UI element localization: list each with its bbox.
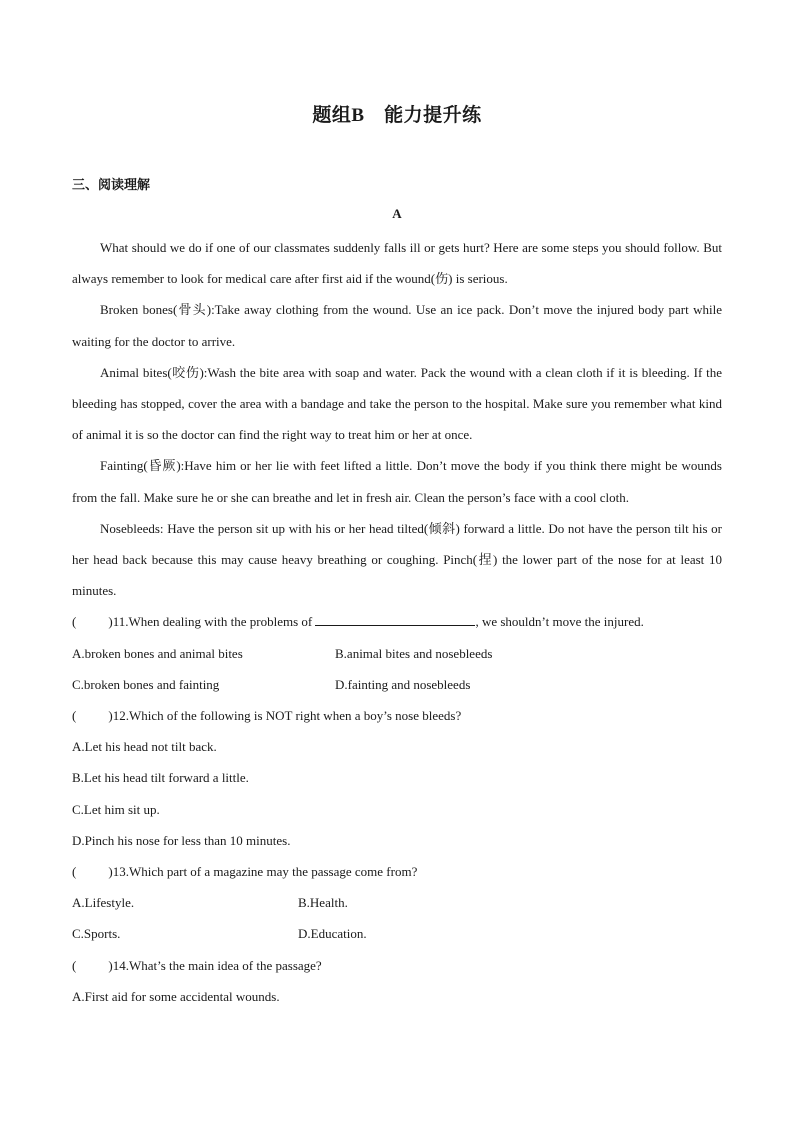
question-11-options-row-2 bbox=[72, 669, 722, 700]
answer-paren-open: ( bbox=[72, 614, 77, 630]
option-12-d[interactable]: D.Pinch his nose for less than 10 minutes. bbox=[72, 832, 291, 848]
option-11-c[interactable]: C.broken bones and fainting bbox=[72, 676, 220, 692]
question-14 bbox=[72, 950, 722, 981]
paragraph-intro: What should we do if one of our classmates suddenly falls ill or gets hurt? Here are some steps you should follow. But always remember to look for medical care after first aid if the wound(伤) is serious. bbox=[72, 240, 722, 287]
passage-body bbox=[72, 232, 722, 1012]
question-11 bbox=[72, 606, 722, 637]
option-11-a[interactable]: A.broken bones and animal bites bbox=[72, 645, 243, 661]
question-13-options-row-1 bbox=[72, 887, 722, 918]
answer-paren-close: ) bbox=[108, 864, 113, 880]
question-13 bbox=[72, 856, 722, 887]
paragraph-fainting: Fainting(昏厥):Have him or her lie with feet lifted a little. Don’t move the body if you think there might be wounds from the fall. Make sure he or she can breathe and let in fresh air. Clean the person’s face with a cool cloth. bbox=[72, 458, 722, 505]
option-11-b[interactable]: B.animal bites and nosebleeds bbox=[335, 645, 493, 661]
paragraph-animal-bites: Animal bites(咬伤):Wash the bite area with soap and water. Pack the wound with a clean cloth if it is bleeding. If the bleeding has stopped, cover the area with a bandage and take the person to the hospital. Make sure you remember what kind of animal it is so the doctor can find the right way to treat him or her at once. bbox=[72, 364, 722, 443]
option-13-b[interactable]: B.Health. bbox=[298, 895, 348, 911]
answer-paren-open: ( bbox=[72, 708, 77, 724]
option-14-a[interactable]: A.First aid for some accidental wounds. bbox=[72, 988, 280, 1004]
passage-label: A bbox=[392, 206, 402, 221]
question-11-stem-end: , we shouldn’t move the injured. bbox=[475, 614, 644, 630]
answer-paren-open: ( bbox=[72, 957, 77, 973]
paragraph-broken-bones: Broken bones(骨头):Take away clothing from the wound. Use an ice pack. Don’t move the injured body part while waiting for the doctor to arrive. bbox=[72, 302, 722, 349]
answer-paren-open: ( bbox=[72, 864, 77, 880]
option-13-d[interactable]: D.Education. bbox=[298, 926, 367, 942]
question-12 bbox=[72, 700, 722, 731]
question-11-options-row-1 bbox=[72, 638, 722, 669]
option-13-a[interactable]: A.Lifestyle. bbox=[72, 895, 135, 911]
question-11-stem-start: 11.When dealing with the problems of bbox=[112, 614, 316, 630]
question-13-stem: 13.Which part of a magazine may the passage come from? bbox=[112, 864, 418, 880]
answer-paren-close: ) bbox=[108, 708, 113, 724]
question-12-stem: 12.Which of the following is NOT right when a boy’s nose bleeds? bbox=[112, 708, 462, 724]
question-13-options-row-2 bbox=[72, 918, 722, 949]
option-12-a[interactable]: A.Let his head not tilt back. bbox=[72, 739, 217, 755]
question-14-stem: 14.What’s the main idea of the passage? bbox=[112, 957, 322, 973]
answer-paren-close: ) bbox=[108, 957, 113, 973]
option-13-c[interactable]: C.Sports. bbox=[72, 926, 121, 942]
option-12-b[interactable]: B.Let his head tilt forward a little. bbox=[72, 770, 249, 786]
paragraph-nosebleeds: Nosebleeds: Have the person sit up with his or her head tilted(倾斜) forward a little. Do not have the person tilt his or her head back because this may cause heavy breathing or coughing. Pinch(捏) the lower part of the nose for at least 10 minutes. bbox=[72, 520, 722, 599]
section-heading: 三、阅读理解 bbox=[72, 177, 151, 192]
option-11-d[interactable]: D.fainting and nosebleeds bbox=[335, 676, 471, 692]
fill-blank-11[interactable] bbox=[315, 613, 475, 626]
page-title: 题组B 能力提升练 bbox=[312, 105, 482, 126]
answer-paren-close: ) bbox=[108, 614, 113, 630]
option-12-c[interactable]: C.Let him sit up. bbox=[72, 801, 160, 817]
